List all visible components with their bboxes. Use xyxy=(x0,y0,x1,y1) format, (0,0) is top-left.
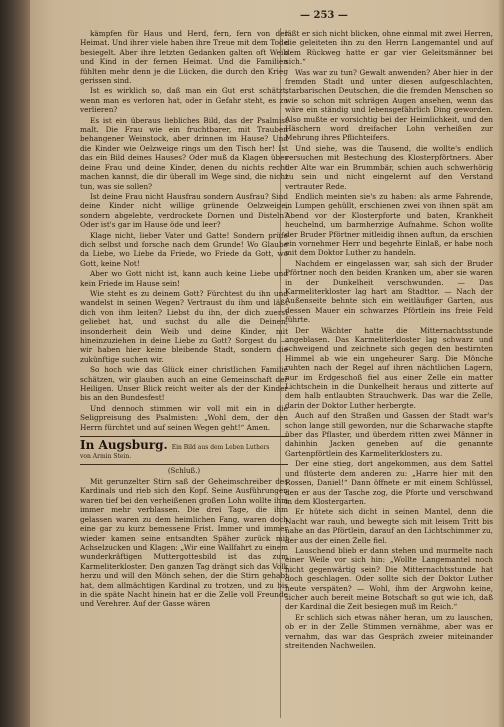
paragraph: Ist es wirklich so, daß man ein Gut erst schätzt, wenn man es verloren hat, oder in Gefahr steht, es zu verlieren? xyxy=(80,86,288,115)
paragraph: Mit gerunzelter Stirn saß der Geheimschreiber des Kardinals und rieb sich den Kopf. Seine Ausführungen waren tief bei den verheißenen großen Lohn wollte ihm immer mehr verblassen. Die drei Tage, die ihm gelassen waren zu dem heimlichen Fang, waren doch eine gar zu kurz bemessene Frist. Immer und immer wieder kamen seine entsandten Späher zurück mit Achselzucken und Klagen: „Wir eine Wallfahrt zu einem wunderkräftigen Muttergottesbild ist das zum Karmeliterkloster. Den ganzen Tag drängt sich das Volk herzu und will den Mönch sehen, der die Stirn gehabt hat, dem allmächtigen Kardinal zu trotzen, und zu bis in die späte Nacht hinein hat er die Zelle voll Freunde und Verehrer. Auf der Gasse wären xyxy=(80,477,288,609)
page-edge-shadow xyxy=(498,0,504,727)
paragraph: Lauschend blieb er dann stehen und murmelte nach einer Weile vor sich hin: „Wollte Langemantel noch nicht gegenwärtig sein? Die Mitternachtsstunde hat doch geschlagen. Oder sollte sich der Doktor Luther heute verspäten? — Wohl, ihm der Argwohn keine, sicher auch bereit meine Botschaft so gut wie ich, daß der Kardinal die Zeit besiegen muß im Reich.“ xyxy=(285,545,493,612)
article-subtitle: Ein Bild aus dem Leben Luthers xyxy=(171,444,270,452)
paragraph: Klage nicht, lieber Vater und Gatte! Sondern prüfe dich selbst und forsche nach dem Grunde! Wo Glaube da Liebe, wo Liebe da Friede, wo Friede da Gott, wo Gott, keine Not! xyxy=(80,230,288,268)
paragraph: Es ist ein überaus liebliches Bild, das der Psalmist malt. Die Frau wie ein fruchtbarer, mit Trauben behangener Weinstock, aber drinnen im Hause? Und die Kinder wie Oelzweige rings um den Tisch her! Ist das ein Bild deines Hauses? Oder muß da Klagen über deine Frau und deine Kinder, denen du nichts recht machen kannst, die dir überall im Wege sind, die nicht tun, was sie sollen? xyxy=(80,115,288,191)
paragraph: Wie steht es zu deinem Gott? Fürchtest du ihn und wandelst in seinen Wegen? Vertraust du ihm und läßt dich von ihm leiten? Liebst du ihn, der dich zuerst geliebet hat, und suchst du alle die Deinen, insonderheit dein Weib und deine Kinder, mit hineinzuziehen in deine Liebe zu Gott? Sorgest du — wir haben hier keine bleibende Stadt, sondern die zukünftige suchen wir. xyxy=(80,288,288,364)
paragraph: Endlich meinten sie's zu haben: als arme Fahrende, in Lumpen gehüllt, erschienen zwei von ihnen spät am Abend vor der Klosterpforte und baten, Krankheit heuchelnd, um barmherzige Aufnahme. Schon wollte der Bruder Pförtner mitleidig ihnen auftun, da erschien ein vornehmer Herr und begehrte Einlaß, er habe noch mit dem Doktor Luther zu handeln. xyxy=(285,191,493,258)
paragraph: Nachdem er eingelassen war, sah sich der Bruder Pförtner noch den beiden Kranken um, aber sie waren in der Dunkelheit verschwunden. — Das Karmeliterkloster lag hart am Stadttor. — Nach der Außenseite behnte sich ein weitläufiger Garten, aus dessen Mauer ein schwarzes Pförtlein ins freie Feld führte. xyxy=(285,258,493,325)
paragraph: Der eine stieg, dort angekommen, aus dem Sattel und flüsterte dem anderen zu: „Harre hier mit den Rossen, Daniel!“ Dann öffnete er mit einem Schlüssel, den er aus der Tasche zog, die Pforte und verschwand in dem Klostergarten. xyxy=(285,459,493,506)
article-title: In Augsburg. xyxy=(80,438,168,453)
paragraph: So hoch wie das Glück einer christlichen Familie schätzen, wir glauben auch an eine Gemeinschaft der Heiligen. Unser Blick reicht weiter als der der Kinder bis an den Bundesfest! xyxy=(80,365,288,403)
book-binding xyxy=(0,0,30,727)
book-page xyxy=(30,0,504,727)
right-column xyxy=(285,29,493,651)
paragraph: Er hütete sich dicht in seinen Mantel, denn die Nacht war rauh, und bewegte sich mit leisem Tritt bis nahe an das Pförtlein, darauf an den Lichtschimmer zu, der aus der einen Zelle fiel. xyxy=(285,507,493,545)
paragraph: Was war zu tun? Gewalt anwenden? Aber hier in der fremden Stadt und unter diesen aufgeschlachten, starbarischen Deutschen, die die fremden Menschen so wie so schon mit schrägen Augen ansehen, wenn das wäre ein ständig und lebensgefährlich Ding geworden. Also mußte er vorsichtig bei der Heimlichkeit, und den Häschern word dreifacher Lohn verheißen zur Mehrung ihres Pflichteifers. xyxy=(285,67,493,143)
paragraph: Und dennoch stimmen wir voll mit ein in die Seligpreisung des Psalmisten: „Wohl dem, der den Herrn fürchtet und auf seinen Wegen geht!“ Amen. xyxy=(80,403,288,432)
paragraph: Der Wächter hatte die Mitternachtsstunde angeblasen. Das Karmeliterkloster lag schwarz und schweigend und zeichnete sich gegen den bestirnten Himmel ab wie ein ungeheurer Sarg. Die Mönche ruhten nach der Regel auf ihren nächtlichen Lagern, nur im Erdgeschoß fiel aus einer Zelle ein matter Lichtschein in die Dunkelheit heraus und zitterte auf dem halb entlaubten Strauchwerk. Das war die Zelle, darin der Doktor Luther herbergte. xyxy=(285,325,493,410)
section-rule xyxy=(80,464,288,465)
section-rule xyxy=(80,436,288,437)
continuation-note: (Schluß.) xyxy=(167,467,201,476)
paragraph: kämpfen für Haus und Herd, fern, fern von der Heimat. Und ihrer viele haben ihre Treue mit dem Tode besiegelt. Aber ihre letzten Gedanken galten oft Weib und Kind in der fernen Heimat. Und die Familien fühlten mehr denn je die Lücken, die durch den Krieg gerissen sind. xyxy=(80,29,288,86)
paragraph: Ist deine Frau nicht Hausfrau sondern Ausfrau? Sind deine Kinder nicht willige grünende Oelzweige, sondern abgelebte, verdrockete Dornen und Disteln? Oder ist's gar im Hause öde und leer? xyxy=(80,191,288,230)
paragraph: Und siehe, was die Tausend, die wollte's endlich versuchen mit Bestechung des Klosterpförtners. Aber der Alte war ein Brummbär, schien auch schwerhörig zu sein und nicht eingelernt auf den Verstand vertrauter Rede. xyxy=(285,143,493,191)
article-header xyxy=(80,439,288,451)
paragraph: Er schlich sich etwas näher heran, um zu lauschen, ob er in der Zelle Stimmen vernähme, aber was er vernahm, das war das Gespräch zweier miteinander streitenden Nachweilen. xyxy=(285,612,493,650)
paragraph: Aber wo Gott nicht ist, kann auch keine Liebe und kein Friede im Hause sein! xyxy=(80,269,288,288)
article-author: von Armin Stein. xyxy=(80,453,132,461)
paragraph: läßt er sich nicht blicken, ohne einmal mit zwei Herren, die geleiteten ihn zu den Herrn Langemantel und auf dem Rückweg hatte er gar vier Geleitsmänner bei sich.“ xyxy=(285,29,493,67)
page-number: — 253 — xyxy=(300,10,348,21)
paragraph: Auch auf den Straßen und Gassen der Stadt war's schon lange still geworden, nur die Scharwache stapfte über das Pflaster, und überdem ritten zwei Männer in dahinhin Jacken geneben auf die genannte Gartenpförtlein des Karmeliterklosters zu. xyxy=(285,411,493,458)
left-column xyxy=(80,29,288,610)
